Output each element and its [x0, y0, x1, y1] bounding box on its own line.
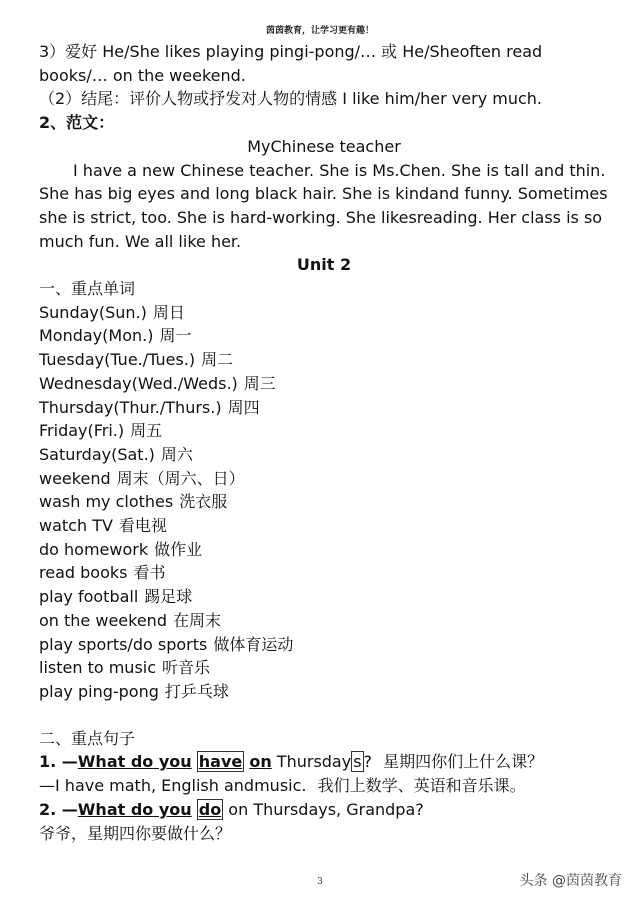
vocab-english: Sunday(Sun.)	[39, 302, 147, 322]
watermark: 头条 @茵茵教育	[519, 873, 622, 889]
document-content	[39, 40, 609, 845]
sentence-1-what: What do you	[77, 752, 192, 772]
hobby-line-2: books/… on the weekend.	[39, 65, 246, 85]
sentence-1-answer-en: —I have math, English andmusic.	[39, 776, 307, 796]
vocab-chinese: 听音乐	[162, 658, 211, 678]
sentence-2-prefix: 2. —	[39, 799, 78, 819]
vocab-english: Thursday(Thur./Thurs.)	[39, 397, 222, 417]
vocab-item	[39, 372, 609, 396]
vocab-chinese: 看书	[133, 563, 166, 583]
vocab-chinese: 周五	[130, 421, 163, 441]
vocab-item	[39, 467, 609, 491]
sentence-1-space	[192, 752, 197, 771]
page-number: 3	[317, 877, 323, 887]
vocab-english: play sports/do sports	[39, 634, 208, 654]
vocab-chinese: 看电视	[118, 516, 167, 536]
sentence-1-q: ?	[363, 752, 373, 772]
vocab-english: weekend	[39, 468, 111, 488]
vocab-english: on the weekend	[39, 610, 167, 630]
sentence-2-what: What do you	[77, 799, 192, 819]
vocab-chinese: 周六	[160, 444, 193, 464]
vocab-chinese: 周二	[201, 350, 234, 370]
vocab-item	[39, 419, 609, 443]
vocab-item	[39, 490, 609, 514]
vocab-item	[39, 585, 609, 609]
vocab-chinese: 周四	[227, 397, 260, 417]
vocab-item	[39, 301, 609, 325]
sentence-1-answer	[39, 774, 609, 798]
sentence-2-zh: 爷爷，星期四你要做什么？	[39, 823, 232, 843]
vocab-item	[39, 680, 609, 704]
vocab-chinese: 洗衣服	[179, 492, 228, 512]
vocab-chinese: 周日	[152, 302, 185, 322]
sentence-1-on: on	[249, 752, 272, 772]
vocab-chinese: 周一	[159, 326, 192, 346]
vocab-chinese: 周末（周六、日）	[116, 468, 245, 488]
vocab-item	[39, 324, 609, 348]
sentence-2	[39, 798, 609, 822]
vocab-english: wash my clothes	[39, 492, 174, 512]
page-header: 茵茵教育，让学习更有趣！	[265, 26, 374, 36]
vocab-heading: 一、重点单词	[39, 279, 136, 299]
vocab-english: listen to music	[39, 658, 157, 678]
vocab-item	[39, 348, 609, 372]
sentence-1-answer-zh: 我们上数学、英语和音乐课。	[317, 776, 526, 796]
sentence-1-zh: 星期四你们上什么课？	[383, 752, 544, 772]
vocab-english: play football	[39, 587, 139, 607]
vocab-list	[39, 301, 609, 704]
essay-title: MyChinese teacher	[247, 136, 401, 156]
unit-title: Unit 2	[296, 255, 352, 275]
vocab-item	[39, 396, 609, 420]
sentence-1-s: s	[353, 752, 362, 772]
sentence-1-thursday: Thursday	[271, 752, 352, 772]
vocab-english: watch TV	[39, 516, 113, 536]
vocab-chinese: 做作业	[154, 539, 203, 559]
vocab-english: play ping-pong	[39, 681, 159, 701]
vocab-chinese: 周三	[243, 373, 276, 393]
vocab-item	[39, 609, 609, 633]
sentence-2-do: do	[198, 799, 222, 819]
sample-heading: 2、范文：	[39, 113, 115, 133]
vocab-chinese: 踢足球	[144, 587, 193, 607]
vocab-english: Saturday(Sat.)	[39, 444, 155, 464]
vocab-item	[39, 538, 609, 562]
vocab-english: Tuesday(Tue./Tues.)	[39, 350, 196, 370]
vocab-chinese: 打乒乓球	[164, 681, 229, 701]
vocab-english: Friday(Fri.)	[39, 421, 125, 441]
vocab-item	[39, 656, 609, 680]
vocab-english: read books	[39, 563, 128, 583]
hobby-line-1: 3）爱好 He/She likes playing pingi-pong/… 或 He/Sheoften read	[39, 42, 543, 61]
vocab-english: do homework	[39, 539, 149, 559]
vocab-english: Monday(Mon.)	[39, 326, 154, 346]
vocab-item	[39, 514, 609, 538]
sentence-1-prefix: 1. —	[39, 752, 78, 772]
ending-line: （2）结尾：评价人物或抒发对人物的情感 I like him/her very much.	[39, 89, 542, 109]
vocab-english: Wednesday(Wed./Weds.)	[39, 373, 238, 393]
vocab-item	[39, 561, 609, 585]
spacer	[39, 704, 609, 727]
vocab-item	[39, 443, 609, 467]
sentence-2-rest: on Thursdays, Grandpa?	[223, 799, 424, 819]
sentences-heading: 二、重点句子	[39, 728, 136, 748]
sentence-1	[39, 750, 609, 774]
vocab-chinese: 在周末	[172, 610, 221, 630]
sentence-1-have: have	[198, 752, 243, 772]
vocab-chinese: 做体育运动	[213, 634, 294, 654]
essay-body: I have a new Chinese teacher. She is Ms.Chen. She is tall and thin. She has big eyes and long black hair. She is kindand funny. Sometimes she is strict, too. She is hard-working. She likesreading. Her class is so much fun. We all like her.	[39, 160, 608, 251]
vocab-item	[39, 633, 609, 657]
